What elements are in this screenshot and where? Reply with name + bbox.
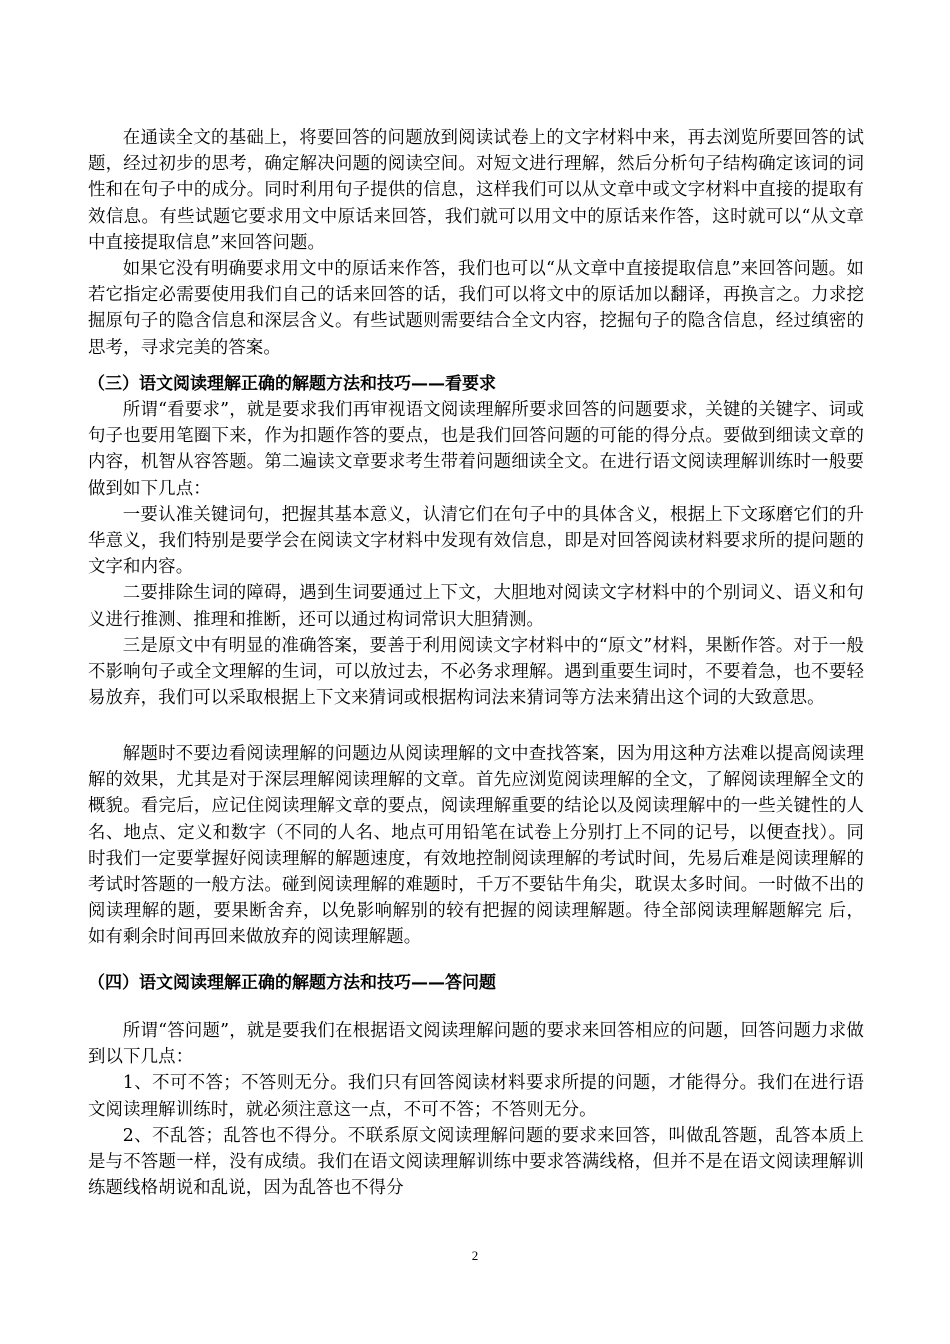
section-4-paragraph-3: 2、不乱答；乱答也不得分。不联系原文阅读理解问题的要求来回答，叫做乱答题，乱答本质上是与不答题一样，没有成绩。我们在语文阅读理解训练中要求答满线格，但并不是在语文阅读理解训练题线格胡说和乱说，因为乱答也不得分: [88, 1125, 864, 1199]
section-4-body: [88, 1018, 864, 1201]
section-3-block: [88, 371, 864, 711]
intro-block: [88, 125, 864, 361]
section-4-paragraph-2: 1、不可不答；不答则无分。我们只有回答阅读材料要求所提的问题，才能得分。我们在进行语文阅读理解训练时，就必须注意这一点，不可不答；不答则无分。: [88, 1073, 864, 1120]
section-3-extra-block: [88, 741, 864, 951]
section-3-paragraph-1: 所谓“看要求”，就是要求我们再审视语文阅读理解所要求回答的问题要求，关键的关键字、词或句子也要用笔圈下来，作为扣题作答的要点，也是我们回答问题的可能的得分点。要做到细读文章的内容，机智从容答题。第二遍读文章要求考生带着问题细读全文。在进行语文阅读理解训练时一般要做到如下几点：: [88, 400, 864, 499]
intro-paragraph-1: 在通读全文的基础上，将要回答的问题放到阅读试卷上的文字材料中来，再去浏览所要回答的试题，经过初步的思考，确定解决问题的阅读空间。对短文进行理解，然后分析句子结构确定该词的词性和在句子中的成分。同时利用句子提供的信息，这样我们可以从文章中或文字材料中直接的提取有效信息。有些试题它要求用文中原话来回答，我们就可以用文中的原话来作答，这时就可以“从文章中直接提取信息”来回答问题。: [88, 128, 864, 253]
intro-paragraph-2: 如果它没有明确要求用文中的原话来作答，我们也可以“从文章中直接提取信息”来回答问题。如若它指定必需要使用我们自己的话来回答的话，我们可以将文中的原话加以翻译，再换言之。力求挖掘原句子的隐含信息和深层含义。有些试题则需要结合全文内容，挖掘句子的隐含信息，经过缜密的思考，寻求完美的答案。: [88, 259, 864, 358]
section-3-paragraph-2: 一要认准关键词句，把握其基本意义，认清它们在句子中的具体含义，根据上下文琢磨它们的升华意义，我们特别是要学会在阅读文字材料中发现有效信息，即是对回答阅读材料要求所的提问题的文字和内容。: [88, 504, 864, 578]
page-number: 2: [471, 1248, 479, 1263]
section-3-paragraph-5: 解题时不要边看阅读理解的问题边从阅读理解的文中查找答案，因为用这种方法难以提高阅读理解的效果，尤其是对于深层理解阅读理解的文章。首先应浏览阅读理解的全文，了解阅读理解全文的概貌。看完后，应记住阅读理解文章的要点，阅读理解重要的结论以及阅读理解中的一些关键性的人名、地点、定义和数字（不同的人名、地点可用铅笔在试卷上分别打上不同的记号，以便查找）。同时我们一定要掌握好阅读理解的解题速度，有效地控制阅读理解的考试时间，先易后难是阅读理解的考试时答题的一般方法。碰到阅读理解的难题时，千万不要钻牛角尖，耽误太多时间。一时做不出的阅读理解的题，要果断舍弃，以免影响解别的较有把握的阅读理解题。待全部阅读理解题解完 后，如有剩余时间再回来做放弃的阅读理解题。: [88, 744, 864, 948]
section-4-block: [88, 970, 864, 996]
section-4-paragraph-1: 所谓“答问题”，就是要我们在根据语文阅读理解问题的要求来回答相应的问题，回答问题力求做到以下几点：: [88, 1021, 864, 1068]
section-3-heading: （三）语文阅读理解正确的解题方法和技巧——看要求: [88, 374, 496, 394]
section-3-paragraph-4: 三是原文中有明显的准确答案，要善于利用阅读文字材料中的“原文”材料，果断作答。对于一般不影响句子或全文理解的生词，可以放过去，不必务求理解。遇到重要生词时，不要着急，也不要轻易放弃，我们可以采取根据上下文来猜词或根据构词法来猜词等方法来猜出这个词的大致意思。: [88, 635, 864, 709]
section-4-heading: （四）语文阅读理解正确的解题方法和技巧——答问题: [88, 973, 496, 993]
section-3-paragraph-3: 二要排除生词的障碍，遇到生词要通过上下文，大胆地对阅读文字材料中的个别词义、语义和句义进行推测、推理和推断，还可以通过构词常识大胆猜测。: [88, 583, 864, 630]
